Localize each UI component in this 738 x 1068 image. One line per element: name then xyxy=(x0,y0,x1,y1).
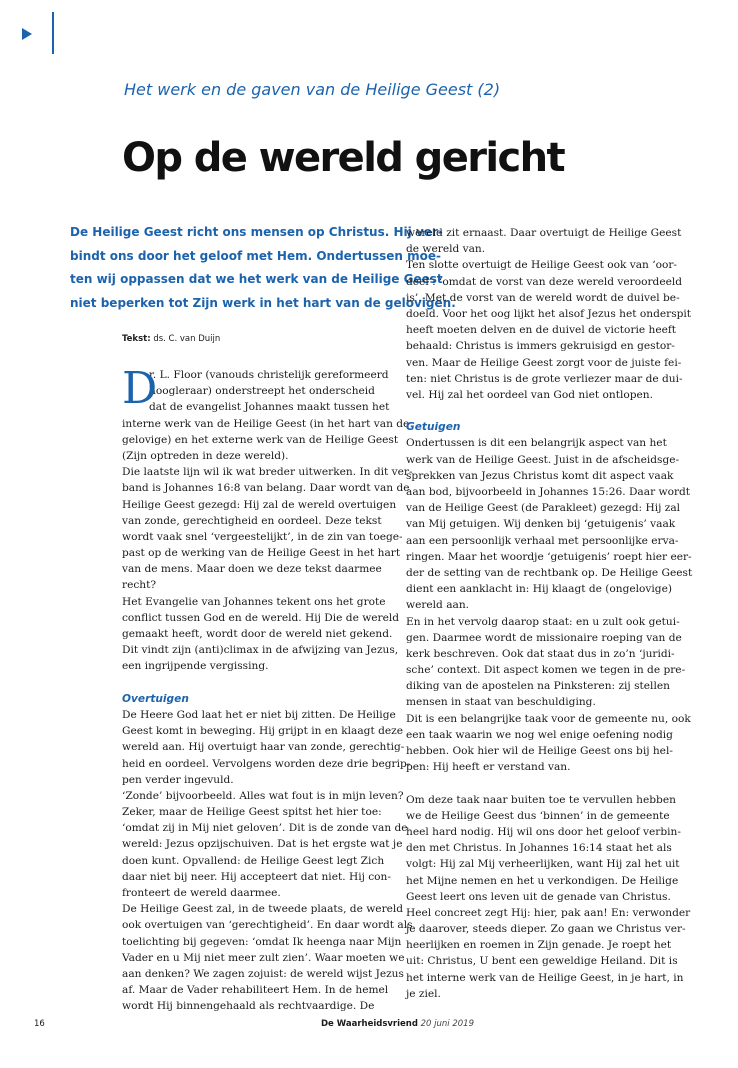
text-line: band is Johannes 16:8 van belang. Daar wordt van de xyxy=(122,482,410,495)
text-line: gelovige) en het externe werk van de Heilige Geest xyxy=(122,433,399,446)
text-line: aan denken? We zagen zojuist: de wereld wijst Jezus xyxy=(122,967,404,980)
text-line: dat de evangelist Johannes maakt tussen het xyxy=(149,401,390,414)
text-line: heerlijken en roemen in Zijn genade. Je roept het xyxy=(406,939,672,952)
article-column-2 xyxy=(406,225,693,1002)
text-line: Ten slotte overtuigt de Heilige Geest ook van ‘oor- xyxy=(406,259,677,272)
article-title: Op de wereld gericht xyxy=(122,135,564,181)
text-line: ringen. Maar het woordje ‘getuigenis’ roept hier eer- xyxy=(406,550,692,563)
text-line: (Zijn optreden in deze wereld). xyxy=(122,449,289,462)
text-line: sche’ context. Dit aspect komen we tegen in de pre- xyxy=(406,664,686,677)
text-line: conflict tussen God en de wereld. Hij Die de wereld xyxy=(122,611,400,624)
text-line: je ziel. xyxy=(406,987,441,1000)
paragraph-gap xyxy=(406,403,668,419)
text-line: aan bod, bijvoorbeeld in Johannes 15:26. Daar wordt xyxy=(406,486,691,498)
text-line: het interne werk van de Heilige Geest, in je hart, in xyxy=(406,971,684,984)
text-line: van de mens. Maar doen we deze tekst daarmee xyxy=(122,563,382,576)
text-line: wereld: Jezus opzijschuiven. Dat is het ergste wat je xyxy=(122,838,403,851)
text-line: ten: niet Christus is de grote verliezer maar de dui- xyxy=(406,372,683,385)
text-line: fronteert de wereld daarmee. xyxy=(122,887,281,899)
text-line: De Heere God laat het er niet bij zitten. De Heilige xyxy=(122,708,396,721)
text-line: het Mijne nemen en het u verkondigen. De Heilige xyxy=(406,874,679,887)
text-line: doeld. Voor het oog lijkt het alsof Jezus het onderspit xyxy=(406,307,692,320)
text-line: gen. Daarmee wordt de missionaire roeping van de xyxy=(406,631,682,644)
text-line: interne werk van de Heilige Geest (in het hart van de xyxy=(122,417,410,430)
text-line: af. Maar de Vader rehabiliteert Hem. In de hemel xyxy=(122,984,389,997)
text-line: doen kunt. Opvallend: de Heilige Geest legt Zich xyxy=(122,854,385,867)
footer-publication xyxy=(321,1019,474,1029)
text-line: r. L. Floor (vanouds christelijk gereformeerd xyxy=(149,369,389,381)
text-line: Geest leert ons leven uit de genade van Christus. xyxy=(406,890,671,903)
text-line: Om deze taak naar buiten toe te vervullen hebben xyxy=(406,793,676,806)
text-line: Heel concreet zegt Hij: hier, pak aan! En: verwonder xyxy=(406,906,691,919)
text-line: ven. Maar de Heilige Geest zorgt voor de juiste fei- xyxy=(406,356,682,369)
page-number: 16 xyxy=(34,1019,45,1029)
text-line: toelichting bij gegeven: ‘omdat Ik heenga naar Mijn xyxy=(122,935,402,948)
text-line: diking van de apostelen na Pinksteren: zij stellen xyxy=(406,680,670,693)
text-line: je daarover, steeds dieper. Zo gaan we Christus ver- xyxy=(406,923,686,936)
header-divider xyxy=(52,12,54,54)
text-line: we de Heilige Geest dus ‘binnen’ in de gemeente xyxy=(406,809,670,822)
text-line: heel hard nodig. Hij wil ons door het geloof verbin- xyxy=(406,825,681,838)
text-line: Die laatste lijn wil ik wat breder uitwerken. In dit ver- xyxy=(122,466,413,479)
text-line: wereld aan. xyxy=(406,599,470,612)
lead-line: niet beperken tot Zijn werk in het hart van de gelovigen. xyxy=(70,295,456,310)
text-line: Geest komt in beweging. Hij grijpt in en klaagt deze xyxy=(122,725,403,738)
text-line: der de setting van de rechtbank op. De Heilige Geest xyxy=(406,566,693,579)
text-line: Dit vindt zijn (anti)climax in de afwijzing van Jezus, xyxy=(122,644,399,657)
text-line: werk van de Heilige Geest. Juist in de afscheidsge- xyxy=(406,453,680,466)
text-line: wereld zit ernaast. Daar overtuigt de Heilige Geest xyxy=(406,227,682,239)
text-line: wordt Hij binnengehaald als rechtvaardige. De xyxy=(122,1000,375,1013)
text-line: En in het vervolg daarop staat: en u zult ook getui- xyxy=(406,615,680,628)
text-line: mensen in staat van beschuldiging. xyxy=(406,696,596,709)
text-line: daar niet bij neer. Hij accepteert dat niet. Hij con- xyxy=(122,870,391,883)
text-line: ‘omdat zij in Mij niet geloven’. Dit is de zonde van de xyxy=(122,822,408,835)
text-line: wordt vaak snel ‘vergeestelijkt’, in de zin van toege- xyxy=(122,530,403,543)
text-line: deel’: ‘omdat de vorst van deze wereld veroordeeld xyxy=(406,275,683,288)
author-credit xyxy=(122,334,220,344)
text-line: sprekken van Jezus Christus komt dit aspect vaak xyxy=(406,469,674,482)
text-line: pen verder ingevuld. xyxy=(122,773,234,786)
text-line: dient een aanklacht in: Hij klaagt de (ongelovige) xyxy=(406,583,672,596)
text-line: Vader en u Mij niet meer zult zien’. Waar moeten we xyxy=(122,951,405,964)
text-line: hebben. Ook hier wil de Heilige Geest ons bij hel- xyxy=(406,745,673,757)
text-line: heid en oordeel. Vervolgens worden deze drie begrip- xyxy=(122,757,411,770)
text-line: pen: Hij heeft er verstand van. xyxy=(406,761,571,774)
text-line: behaald: Christus is immers gekruisigd en gestor- xyxy=(406,340,675,353)
text-line: De Heilige Geest zal, in de tweede plaats, de wereld xyxy=(122,903,404,916)
subheading: Getuigen xyxy=(406,421,461,434)
lead-line: De Heilige Geest richt ons mensen op Christus. Hij ver- xyxy=(70,225,443,239)
article-column-1 xyxy=(122,363,413,1015)
text-line: hoogleraar) onderstreept het onderscheid xyxy=(149,385,375,398)
text-line: wereld aan. Hij overtuigt haar van zonde, gerechtig- xyxy=(122,741,405,754)
author-name: ds. C. van Duijn xyxy=(153,334,221,344)
text-line: den met Christus. In Johannes 16:14 staat het als xyxy=(406,842,672,855)
subheading: Overtuigen xyxy=(122,692,189,705)
text-line: van zonde, gerechtigheid en oordeel. Deze tekst xyxy=(122,514,382,527)
text-line: kerk beschreven. Ook dat staat dus in zo’n ‘juridi- xyxy=(406,647,675,660)
text-line: past op de werking van de Heilige Geest in het hart xyxy=(122,547,401,560)
drop-cap: D xyxy=(122,363,158,414)
text-line: de wereld van. xyxy=(406,243,486,256)
lead-line: ten wij oppassen dat we het werk van de Heilige Geest xyxy=(70,272,443,286)
text-line: Ondertussen is dit een belangrijk aspect van het xyxy=(406,437,667,450)
text-line: een ingrijpende vergissing. xyxy=(122,660,269,673)
text-line: Dit is een belangrijke taak voor de gemeente nu, ook xyxy=(406,712,691,725)
paragraph-gap xyxy=(122,675,400,691)
text-line: van de Heilige Geest (de Parakleet) gezegd: Hij zal xyxy=(406,502,681,515)
text-line: vel. Hij zal het oordeel van God niet ontlopen. xyxy=(406,388,653,401)
text-line: een taak waarin we nog wel enige oefening nodig xyxy=(406,728,673,741)
publication-name: De Waarheidsvriend xyxy=(321,1019,418,1029)
text-line: recht? xyxy=(122,579,157,592)
series-kicker: Het werk en de gaven van de Heilige Geest (2) xyxy=(124,80,501,99)
paragraph-gap xyxy=(406,775,668,791)
play-triangle-icon xyxy=(22,28,32,40)
text-line: ook overtuigen van ‘gerechtigheid’. En daar wordt als xyxy=(122,919,413,932)
text-line: Zeker, maar de Heilige Geest spitst het hier toe: xyxy=(122,806,382,819)
text-line: volgt: Hij zal Mij verheerlijken, want Hij zal het uit xyxy=(406,858,680,871)
text-line: uit: Christus, U bent een geweldige Heiland. Dit is xyxy=(406,955,678,968)
text-line: gemaakt heeft, wordt door de wereld niet gekend. xyxy=(122,628,393,640)
text-line: van Mij getuigen. Wij denken bij ‘getuigenis’ vaak xyxy=(406,518,676,531)
author-label: Tekst: xyxy=(122,334,151,344)
text-line: Heilige Geest gezegd: Hij zal de wereld overtuigen xyxy=(122,498,397,511)
text-line: ‘Zonde’ bijvoorbeeld. Alles wat fout is in mijn leven? xyxy=(122,789,404,802)
text-line: aan een persoonlijk verhaal met persoonlijke erva- xyxy=(406,534,679,547)
lead-line: bindt ons door het geloof met Hem. Ondertussen moe- xyxy=(70,248,442,263)
text-line: is’. Met de vorst van de wereld wordt de duivel be- xyxy=(406,291,680,304)
publication-date: 20 juni 2019 xyxy=(420,1019,474,1029)
text-line: Het Evangelie van Johannes tekent ons het grote xyxy=(122,595,386,608)
text-line: heeft moeten delven en de duivel de victorie heeft xyxy=(406,324,677,337)
